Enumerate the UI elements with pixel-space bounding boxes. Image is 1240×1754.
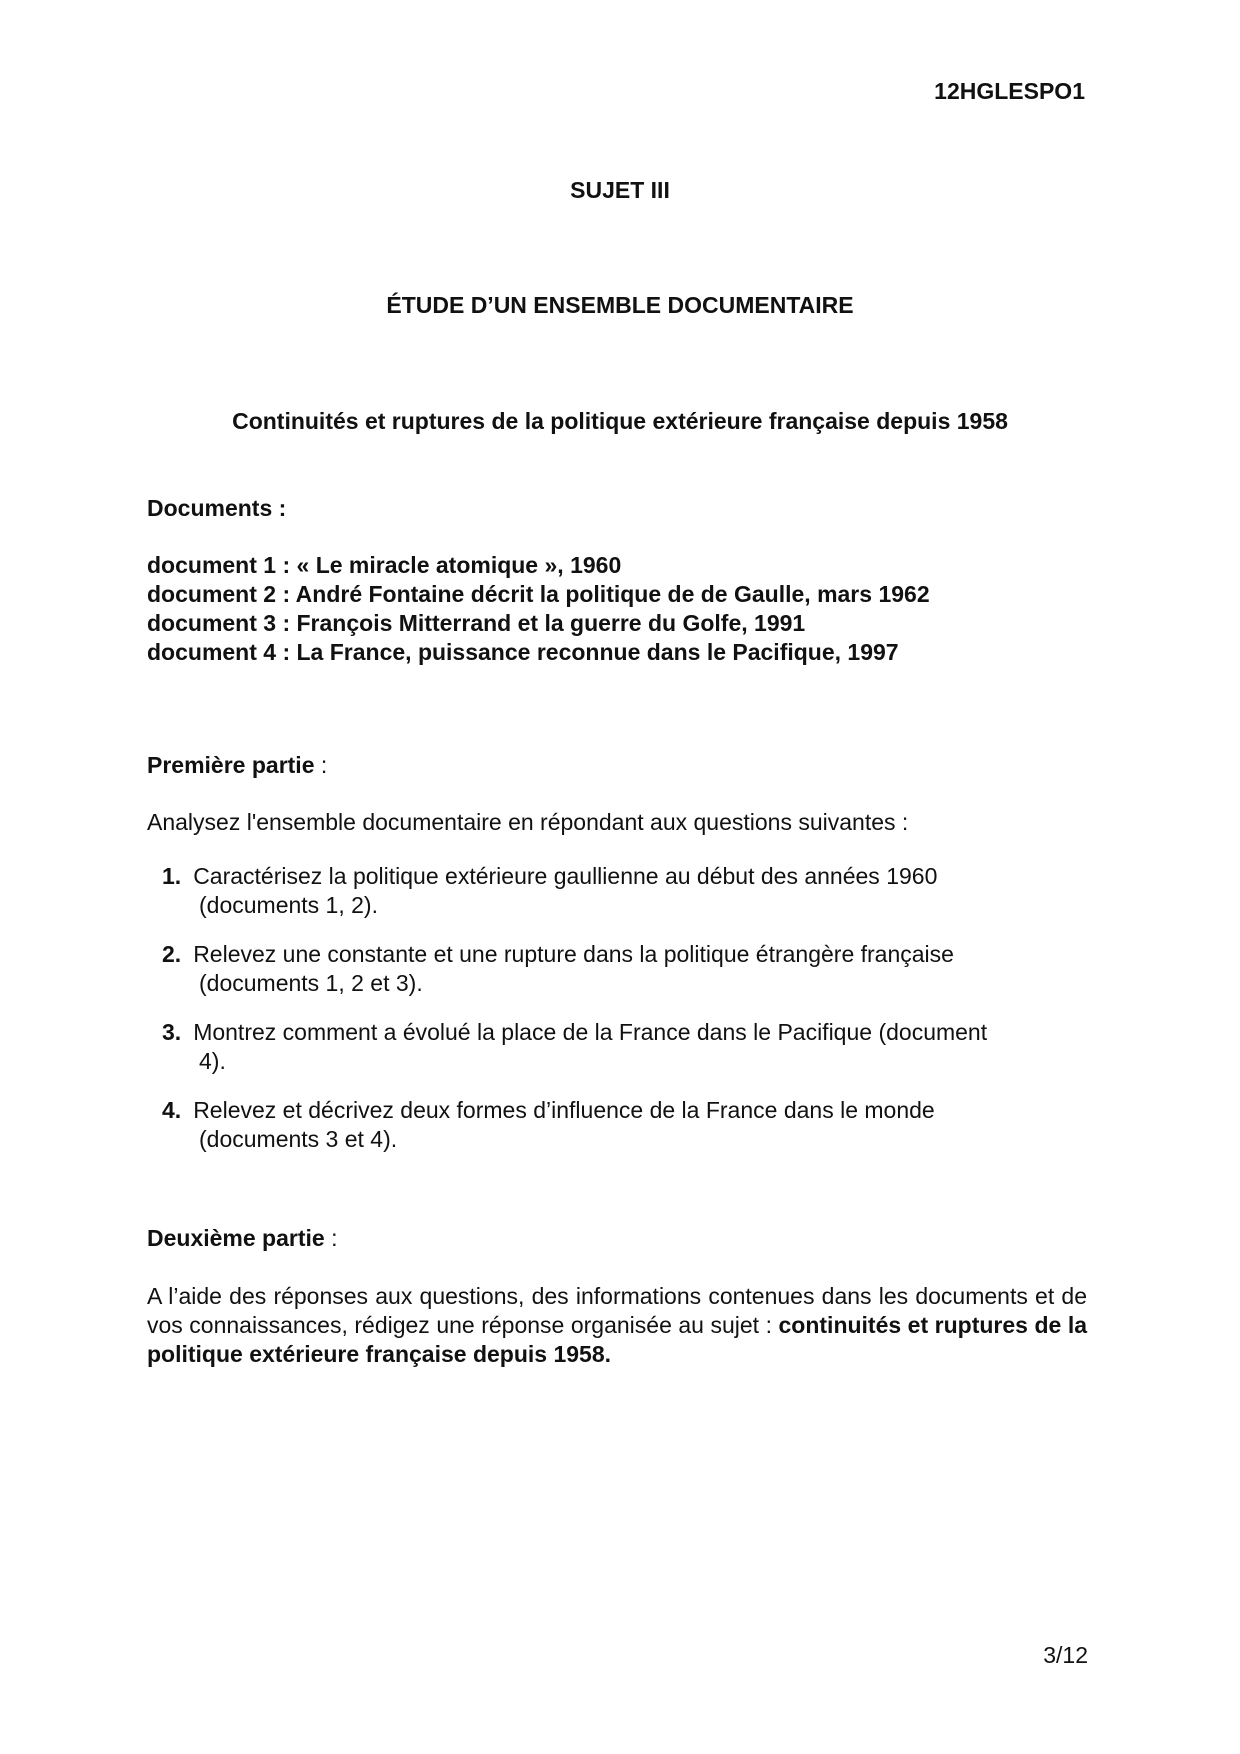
page-number: 3/12 — [1043, 1642, 1088, 1668]
part1-intro: Analysez l'ensemble documentaire en répondant aux questions suivantes : — [147, 809, 909, 835]
subject-number: SUJET III — [570, 177, 670, 203]
question-text: Relevez une constante et une rupture dans la politique étrangère française — [193, 941, 954, 967]
question-text: Caractérisez la politique extérieure gaullienne au début des années 1960 — [193, 863, 938, 889]
document-item: document 3 : François Mitterrand et la guerre du Golfe, 1991 — [147, 610, 806, 636]
subject-theme: Continuités et ruptures de la politique extérieure française depuis 1958 — [232, 408, 1008, 434]
question-4 — [162, 1096, 1087, 1154]
part1-colon: : — [314, 752, 328, 778]
question-number: 2. — [162, 941, 182, 967]
document-item: document 4 : La France, puissance reconnue dans le Pacifique, 1997 — [147, 639, 899, 665]
question-text-cont: (documents 1, 2). — [199, 892, 378, 918]
part1-title: Première partie — [147, 752, 315, 778]
question-text-cont: 4). — [199, 1048, 226, 1074]
question-text-cont: (documents 1, 2 et 3). — [199, 970, 423, 996]
question-text: Montrez comment a évolué la place de la France dans le Pacifique (document — [193, 1019, 988, 1045]
question-text-cont: (documents 3 et 4). — [199, 1126, 398, 1152]
question-3 — [162, 1018, 1087, 1076]
part2-subject: continuités et ruptures de la politique extérieure française depuis 1958. — [147, 1312, 1088, 1367]
part2-title: Deuxième partie — [147, 1225, 325, 1251]
part1-heading — [147, 752, 1087, 779]
documents-list — [147, 551, 1087, 667]
part2-text — [147, 1282, 1087, 1369]
question-number: 4. — [162, 1097, 182, 1123]
question-number: 1. — [162, 863, 182, 889]
question-text: Relevez et décrivez deux formes d’influence de la France dans le monde — [193, 1097, 935, 1123]
document-item: document 2 : André Fontaine décrit la politique de de Gaulle, mars 1962 — [147, 581, 930, 607]
part2-heading — [147, 1225, 1087, 1252]
document-item: document 1 : « Le miracle atomique », 1960 — [147, 552, 622, 578]
part2-colon: : — [324, 1225, 338, 1251]
question-number: 3. — [162, 1019, 182, 1045]
documents-heading: Documents : — [147, 495, 287, 521]
question-2 — [162, 940, 1087, 998]
subject-type: ÉTUDE D’UN ENSEMBLE DOCUMENTAIRE — [386, 292, 854, 318]
part2-instruction: A l’aide des réponses aux questions, des informations contenues dans les documents et de vos connaissances, rédigez une réponse organisée au sujet : — [147, 1283, 1087, 1338]
exam-code: 12HGLESPO1 — [934, 78, 1085, 104]
question-1 — [162, 862, 1087, 920]
